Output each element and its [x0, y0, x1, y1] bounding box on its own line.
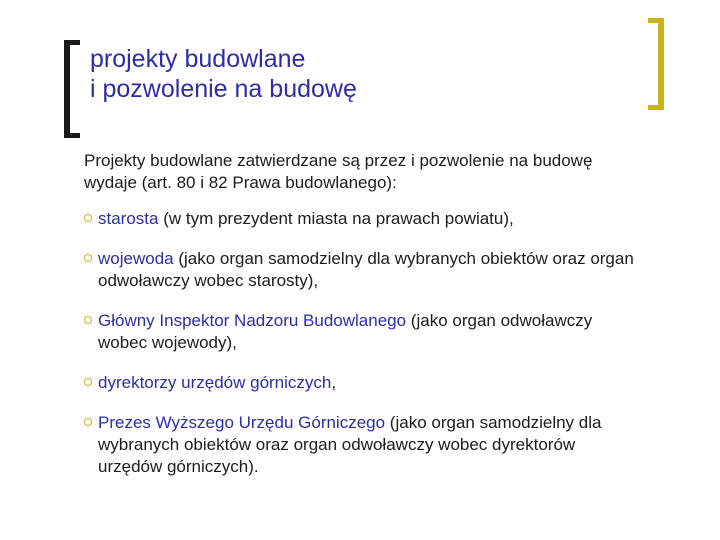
- item-highlight: Prezes Wyższego Urzędu Górniczego: [98, 413, 386, 432]
- title-bracket-right: [648, 18, 664, 110]
- slide-content: [84, 150, 644, 496]
- circle-bullet-icon: [84, 316, 92, 324]
- slide-title: projekty budowlane i pozwolenie na budowę: [90, 45, 357, 103]
- circle-bullet-icon: [84, 418, 92, 426]
- item-highlight: wojewoda: [98, 249, 174, 268]
- circle-bullet-icon: [84, 254, 92, 262]
- list-item: [84, 310, 644, 354]
- item-text: (jako organ odwoławczy wobec wojewody),: [98, 311, 593, 352]
- item-text: ,: [331, 373, 337, 392]
- intro-text: Projekty budowlane zatwierdzane są przez i pozwolenie na budowę wydaje (art. 80 i 82 Prawa budowlanego):: [84, 151, 593, 192]
- item-highlight: Główny Inspektor Nadzoru Budowlanego: [98, 311, 407, 330]
- circle-bullet-icon: [84, 214, 92, 222]
- title-bracket-left: [64, 40, 80, 138]
- item-highlight: dyrektorzy urzędów górniczych: [98, 373, 332, 392]
- item-highlight: starosta: [98, 209, 159, 228]
- item-text: (w tym prezydent miasta na prawach powiatu),: [158, 209, 514, 228]
- list-item: [84, 372, 644, 394]
- bullet-list: [84, 208, 644, 478]
- item-text: (jako organ samodzielny dla wybranych obiektów oraz organ odwoławczy wobec starosty),: [98, 249, 634, 290]
- list-item: [84, 412, 644, 478]
- list-item: [84, 208, 644, 230]
- list-item: [84, 248, 644, 292]
- item-text: (jako organ samodzielny dla wybranych obiektów oraz organ odwoławczy wobec dyrektorów urzędów górniczych).: [98, 413, 602, 476]
- circle-bullet-icon: [84, 378, 92, 386]
